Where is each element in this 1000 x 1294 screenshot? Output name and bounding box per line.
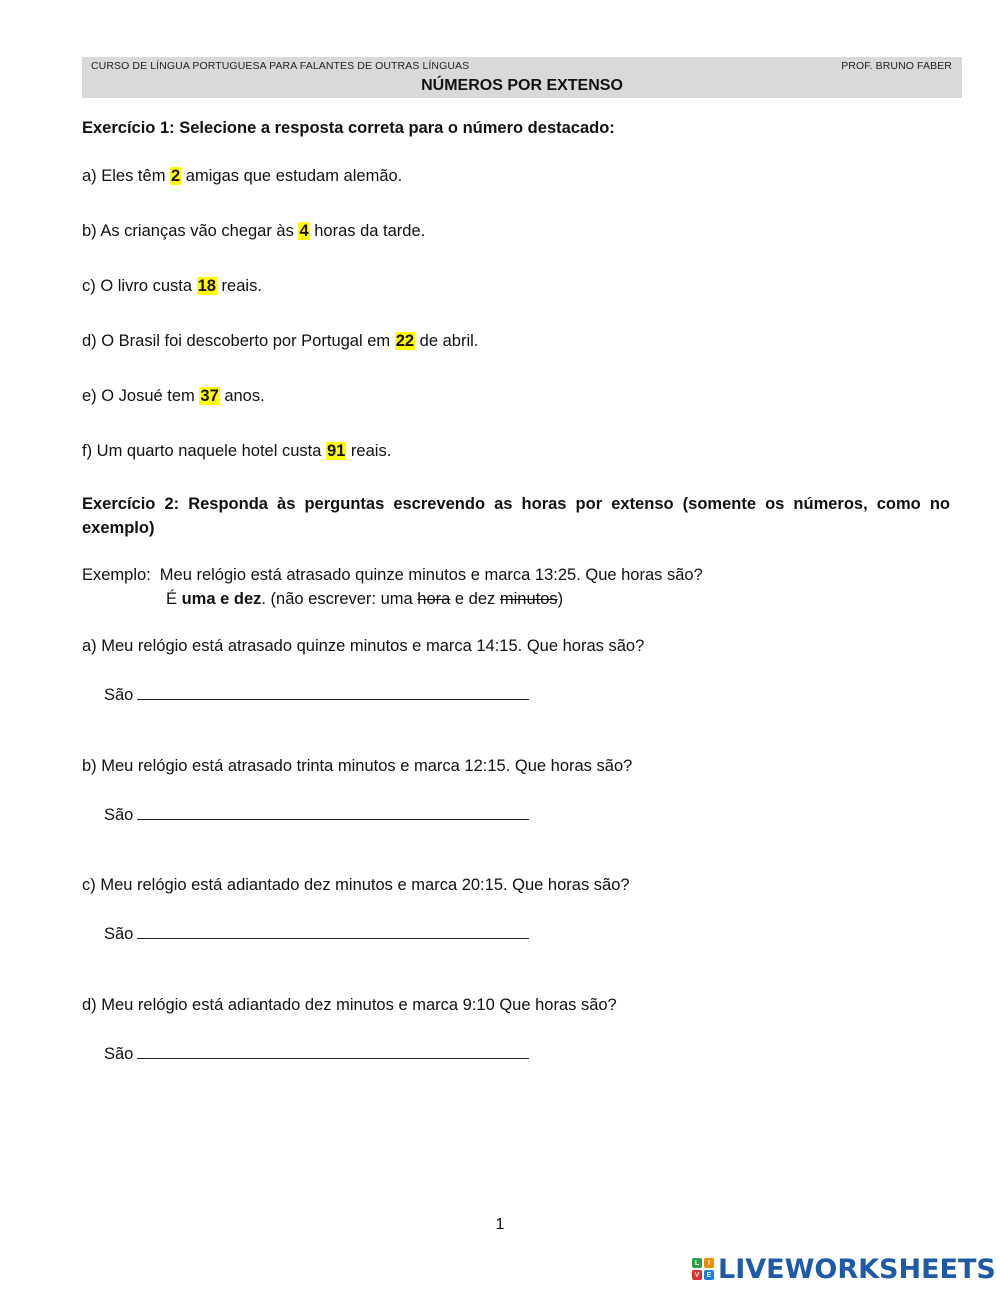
item-text: reais. <box>346 442 392 460</box>
answer-row-b <box>104 805 529 825</box>
item-text: reais. <box>216 277 262 295</box>
answer-label: São <box>104 925 134 943</box>
answer-row-c <box>104 924 529 944</box>
logo-square-l: L <box>692 1258 702 1268</box>
highlighted-number[interactable]: 18 <box>197 277 216 295</box>
exercise2-question-c: c) Meu relógio está adiantado dez minutos e marca 20:15. Que horas são? <box>82 876 630 894</box>
exercise1-title: Exercício 1: Selecione a resposta correta para o número destacado: <box>82 119 615 137</box>
example-text: . (não escrever: uma <box>261 590 418 608</box>
liveworksheets-logo[interactable] <box>692 1253 996 1285</box>
example-text: e dez <box>450 590 500 608</box>
struck-word: hora <box>417 590 451 608</box>
exercise1-item-b <box>82 222 425 241</box>
highlighted-number[interactable]: 4 <box>299 222 309 240</box>
example-label: Exemplo: <box>82 566 151 584</box>
item-text: e) O Josué tem <box>82 387 200 405</box>
answer-blank-b[interactable] <box>137 805 529 820</box>
exercise1-item-e <box>82 387 265 406</box>
answer-label: São <box>104 1045 134 1063</box>
highlighted-number[interactable]: 22 <box>395 332 415 350</box>
exercise1-item-d <box>82 332 478 351</box>
answer-blank-c[interactable] <box>137 924 529 939</box>
item-text: c) O livro custa <box>82 277 197 295</box>
exercise2-question-a: a) Meu relógio está atrasado quinze minutos e marca 14:15. Que horas são? <box>82 637 645 655</box>
answer-blank-d[interactable] <box>137 1044 529 1059</box>
logo-square-e: E <box>704 1270 714 1280</box>
example-question-line <box>82 566 703 585</box>
page-title: NÚMEROS POR EXTENSO <box>421 77 623 94</box>
example-text: É <box>166 590 182 608</box>
example-question: Meu relógio está atrasado quinze minutos e marca 13:25. Que horas são? <box>159 566 703 584</box>
exercise2-question-d: d) Meu relógio está adiantado dez minutos e marca 9:10 Que horas são? <box>82 996 617 1014</box>
example-answer-bold: uma e dez <box>181 590 262 608</box>
answer-label: São <box>104 806 134 824</box>
exercise1-item-a <box>82 167 402 186</box>
answer-label: São <box>104 686 134 704</box>
item-text: de abril. <box>415 332 479 350</box>
logo-mark-icon <box>692 1258 714 1280</box>
exercise1-item-f <box>82 442 391 461</box>
highlighted-number[interactable]: 91 <box>326 442 346 460</box>
teacher-name: PROF. BRUNO FABER <box>841 60 952 72</box>
exercise1-item-c <box>82 277 262 296</box>
item-text: d) O Brasil foi descoberto por Portugal em <box>82 332 395 350</box>
highlighted-number[interactable]: 37 <box>200 387 219 405</box>
example-text: ) <box>557 590 564 608</box>
answer-row-d <box>104 1044 529 1064</box>
example-answer-line <box>166 590 563 609</box>
item-text: horas da tarde. <box>309 222 426 240</box>
course-name: CURSO DE LÍNGUA PORTUGUESA PARA FALANTES DE OUTRAS LÍNGUAS <box>91 60 470 72</box>
item-text: b) As crianças vão chegar às <box>82 222 299 240</box>
page-number: 1 <box>495 1216 505 1233</box>
item-text: anos. <box>219 387 265 405</box>
logo-square-i: I <box>704 1258 714 1268</box>
highlighted-number[interactable]: 2 <box>171 167 181 185</box>
item-text: a) Eles têm <box>82 167 171 185</box>
answer-row-a <box>104 685 529 705</box>
logo-text: LIVEWORKSHEETS <box>718 1253 996 1285</box>
struck-word: minutos <box>499 590 558 608</box>
logo-square-v: V <box>692 1270 702 1280</box>
item-text: amigas que estudam alemão. <box>181 167 403 185</box>
exercise2-title: Exercício 2: Responda às perguntas escrevendo as horas por extenso (somente os números, como no exemplo) <box>82 495 950 537</box>
answer-blank-a[interactable] <box>137 685 529 700</box>
item-text: f) Um quarto naquele hotel custa <box>82 442 326 460</box>
exercise2-question-b: b) Meu relógio está atrasado trinta minutos e marca 12:15. Que horas são? <box>82 757 633 775</box>
page-header <box>82 57 962 98</box>
